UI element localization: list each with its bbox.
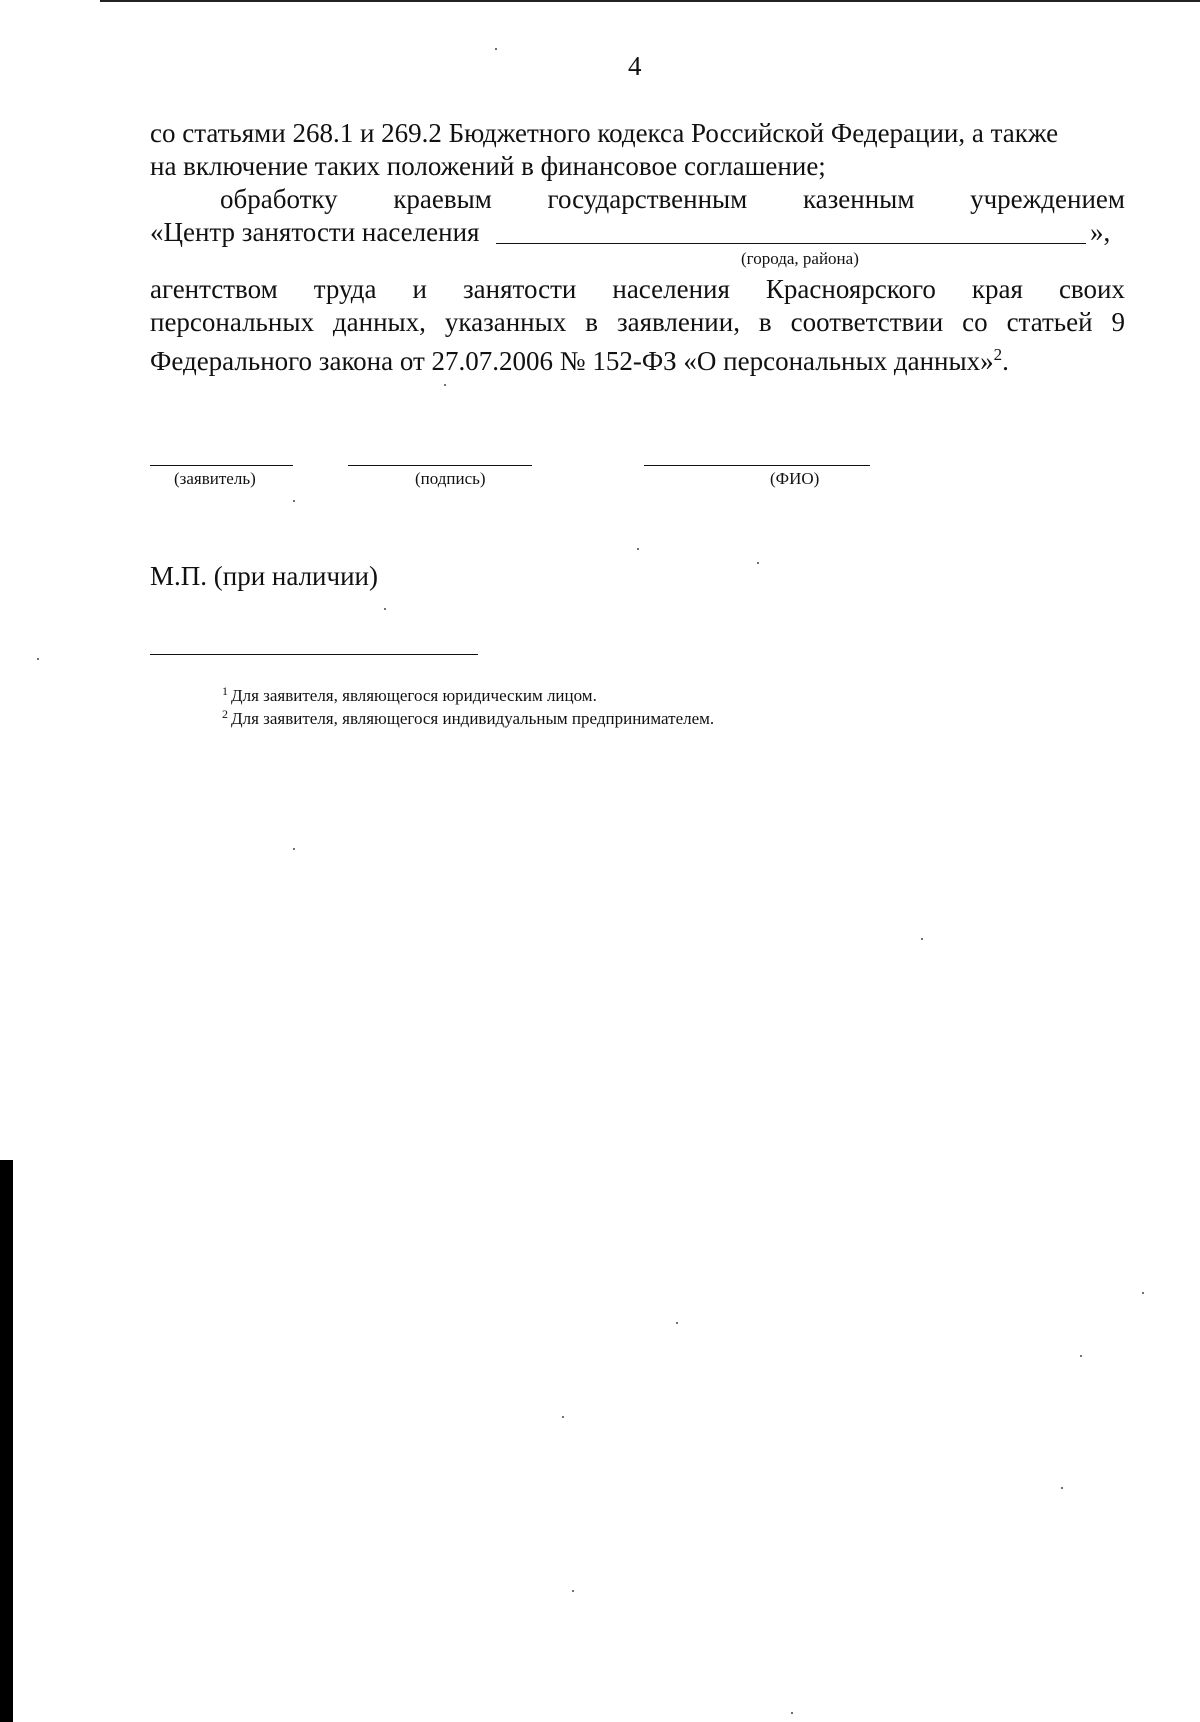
scan-speck [637, 548, 639, 550]
scan-speck [1142, 1292, 1144, 1294]
scan-speck [384, 608, 386, 610]
scan-speck [572, 1590, 574, 1592]
word: казенным [802, 184, 915, 214]
body-line-1: со статьями 268.1 и 269.2 Бюджетного кодекса Российской Федерации, а также [150, 118, 1059, 148]
city-district-blank-line[interactable] [496, 243, 1086, 244]
scan-speck [676, 1322, 678, 1324]
center-label-end: », [1090, 217, 1111, 247]
scan-speck [562, 1416, 564, 1418]
body-line-7-end: . [1002, 346, 1009, 376]
signature-blank-line[interactable] [348, 465, 532, 466]
city-district-caption: (города, района) [741, 249, 859, 268]
word: обработку [220, 184, 338, 214]
footnote-1 [222, 681, 597, 706]
body-line-5 [150, 273, 1125, 305]
word: заявлении, [616, 307, 740, 337]
word: в [758, 307, 772, 337]
applicant-caption: (заявитель) [174, 469, 256, 488]
word: данных, [332, 307, 426, 337]
body-line-6 [150, 306, 1125, 338]
word: края [971, 274, 1023, 304]
scan-speck [293, 848, 295, 850]
scan-speck [1061, 1487, 1063, 1489]
scan-speck [37, 658, 39, 660]
word: населения [612, 274, 730, 304]
scan-left-edge [0, 1160, 13, 1722]
word: учреждением [970, 184, 1125, 214]
word: краевым [393, 184, 492, 214]
scan-speck [791, 1712, 793, 1714]
word: и [412, 274, 427, 304]
word: занятости [462, 274, 577, 304]
name-blank-line[interactable] [644, 465, 870, 466]
body-line-3 [220, 183, 1125, 215]
scan-speck [444, 384, 446, 386]
word: Красноярского [765, 274, 936, 304]
word: своих [1058, 274, 1125, 304]
stamp-label: М.П. (при наличии) [150, 561, 378, 591]
scan-speck [921, 938, 923, 940]
name-caption: (ФИО) [770, 469, 820, 488]
applicant-blank-line[interactable] [150, 465, 293, 466]
body-line-7 [150, 339, 1009, 377]
word: со [962, 307, 988, 337]
footnote-ref-2: 2 [993, 345, 1003, 364]
scan-speck [1080, 1355, 1082, 1357]
footnote-2 [222, 704, 714, 729]
footnote-text: Для заявителя, являющегося индивидуальным предпринимателем. [231, 709, 715, 728]
body-line-2: на включение таких положений в финансовое соглашение; [150, 151, 826, 181]
word: соответствии [790, 307, 944, 337]
word: указанных [444, 307, 567, 337]
scan-top-edge [100, 0, 1200, 2]
footnote-mark: 2 [222, 707, 228, 721]
word: 9 [1111, 307, 1125, 337]
footnote-text: Для заявителя, являющегося юридическим лицом. [231, 686, 597, 705]
scan-speck [293, 500, 295, 502]
footnote-separator [150, 654, 478, 655]
word: персональных [150, 307, 314, 337]
word: статьей [1006, 307, 1093, 337]
scan-speck [757, 562, 759, 564]
word: агентством [150, 274, 278, 304]
scan-speck [495, 48, 497, 50]
body-line-7-text: Федерального закона от 27.07.2006 № 152-ФЗ «О персональных данных» [150, 346, 994, 376]
center-label: «Центр занятости населения [150, 217, 480, 247]
word: государственным [547, 184, 748, 214]
footnote-mark: 1 [222, 684, 228, 698]
signature-caption: (подпись) [415, 469, 486, 488]
word: в [585, 307, 598, 337]
page-number: 4 [628, 51, 642, 81]
word: труда [313, 274, 377, 304]
